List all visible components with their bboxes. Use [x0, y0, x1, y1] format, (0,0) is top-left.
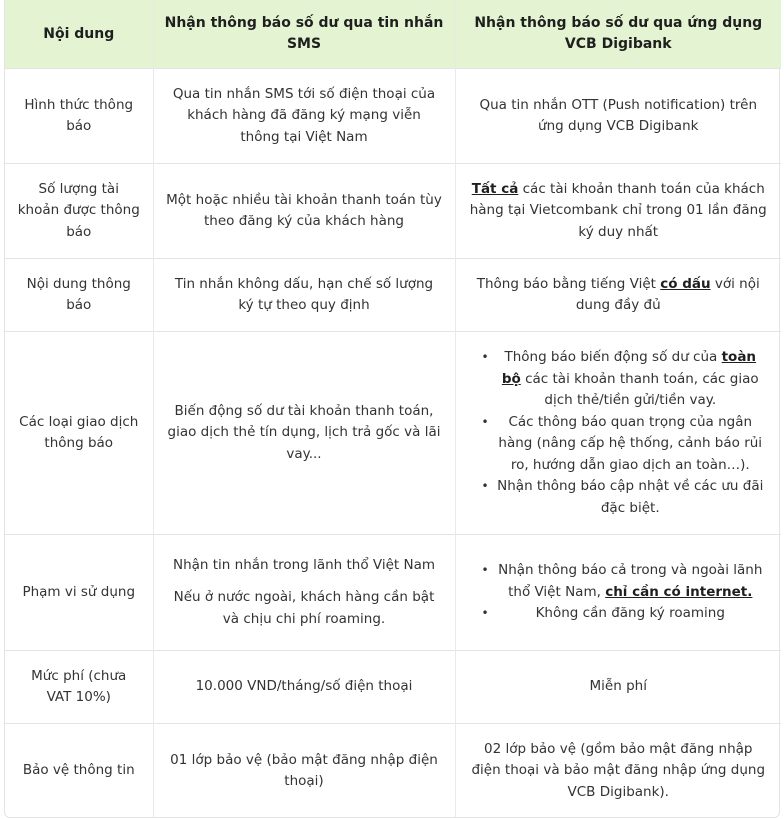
row-label: Các loại giao dịch thông báo — [5, 332, 153, 535]
emphasis-text: chỉ cần có internet. — [605, 583, 753, 600]
row-label: Mức phí (chưa VAT 10%) — [5, 651, 153, 724]
list-item: • Thông báo biến động số dư của toàn bộ các tài khoản thanh toán, các giao dịch thẻ/tiền gửi/tiền vay. — [482, 347, 766, 412]
row-label: Hình thức thông báo — [5, 69, 153, 164]
app-cell — [455, 332, 781, 535]
row-fee — [5, 651, 781, 724]
cell-text: Nếu ở nước ngoài, khách hàng cần bật và chịu chi phí roaming. — [173, 589, 435, 627]
row-label: Phạm vi sử dụng — [5, 535, 153, 651]
list-item: • Các thông báo quan trọng của ngân hàng (nâng cấp hệ thống, cảnh báo rủi ro, hướng dẫn giao dịch an toàn…). — [482, 412, 766, 477]
emphasis-text: toàn bộ — [501, 349, 757, 387]
cell-text: với nội dung đầy đủ — [575, 275, 760, 313]
sms-cell: Qua tin nhắn SMS tới số điện thoại của khách hàng đã đăng ký mạng viễn thông tại Việt Nam — [153, 69, 455, 164]
header-content: Nội dung — [5, 0, 153, 69]
sms-cell: 01 lớp bảo vệ (bảo mật đăng nhập điện thoại) — [153, 724, 455, 819]
app-cell: Qua tin nhắn OTT (Push notification) trên ứng dụng VCB Digibank — [455, 69, 781, 164]
cell-text: Nhận tin nhắn trong lãnh thổ Việt Nam — [172, 556, 436, 573]
sms-cell: Tin nhắn không dấu, hạn chế số lượng ký tự theo quy định — [153, 259, 455, 332]
comparison-table — [5, 0, 781, 818]
app-cell: Miễn phí — [455, 651, 781, 724]
row-transaction-types — [5, 332, 781, 535]
sms-cell: 10.000 VND/tháng/số điện thoại — [153, 651, 455, 724]
emphasis-text: Tất cả — [471, 180, 519, 197]
emphasis-text: có dấu — [660, 275, 711, 292]
sms-cell — [153, 535, 455, 651]
header-sms: Nhận thông báo số dư qua tin nhắn SMS — [153, 0, 455, 69]
row-notification-content — [5, 259, 781, 332]
list-item: • Không cần đăng ký roaming — [482, 603, 766, 625]
cell-text: Thông báo bằng tiếng Việt — [476, 275, 661, 292]
app-cell — [455, 164, 781, 259]
sms-cell: Một hoặc nhiều tài khoản thanh toán tùy theo đăng ký của khách hàng — [153, 164, 455, 259]
bullet-list — [468, 560, 770, 625]
app-cell — [455, 259, 781, 332]
sms-cell: Biến động số dư tài khoản thanh toán, giao dịch thẻ tín dụng, lịch trả gốc và lãi vay... — [153, 332, 455, 535]
row-security — [5, 724, 781, 819]
app-cell: 02 lớp bảo vệ (gồm bảo mật đăng nhập điện thoại và bảo mật đăng nhập ứng dụng VCB Digibank). — [455, 724, 781, 819]
row-label: Nội dung thông báo — [5, 259, 153, 332]
bullet-list — [468, 347, 770, 519]
header-app: Nhận thông báo số dư qua ứng dụng VCB Digibank — [455, 0, 781, 69]
row-label: Bảo vệ thông tin — [5, 724, 153, 819]
row-account-count — [5, 164, 781, 259]
comparison-table-container — [4, 0, 780, 818]
list-item: • Nhận thông báo cập nhật về các ưu đãi đặc biệt. — [482, 476, 766, 519]
row-label: Số lượng tài khoản được thông báo — [5, 164, 153, 259]
app-cell — [455, 535, 781, 651]
cell-text: các tài khoản thanh toán của khách hàng tại Vietcombank chỉ trong 01 lần đăng ký duy nhất — [469, 180, 767, 240]
header-row — [5, 0, 781, 69]
row-usage-scope — [5, 535, 781, 651]
row-notification-form — [5, 69, 781, 164]
list-item: • Nhận thông báo cả trong và ngoài lãnh thổ Việt Nam, chỉ cần có internet. — [482, 560, 766, 603]
